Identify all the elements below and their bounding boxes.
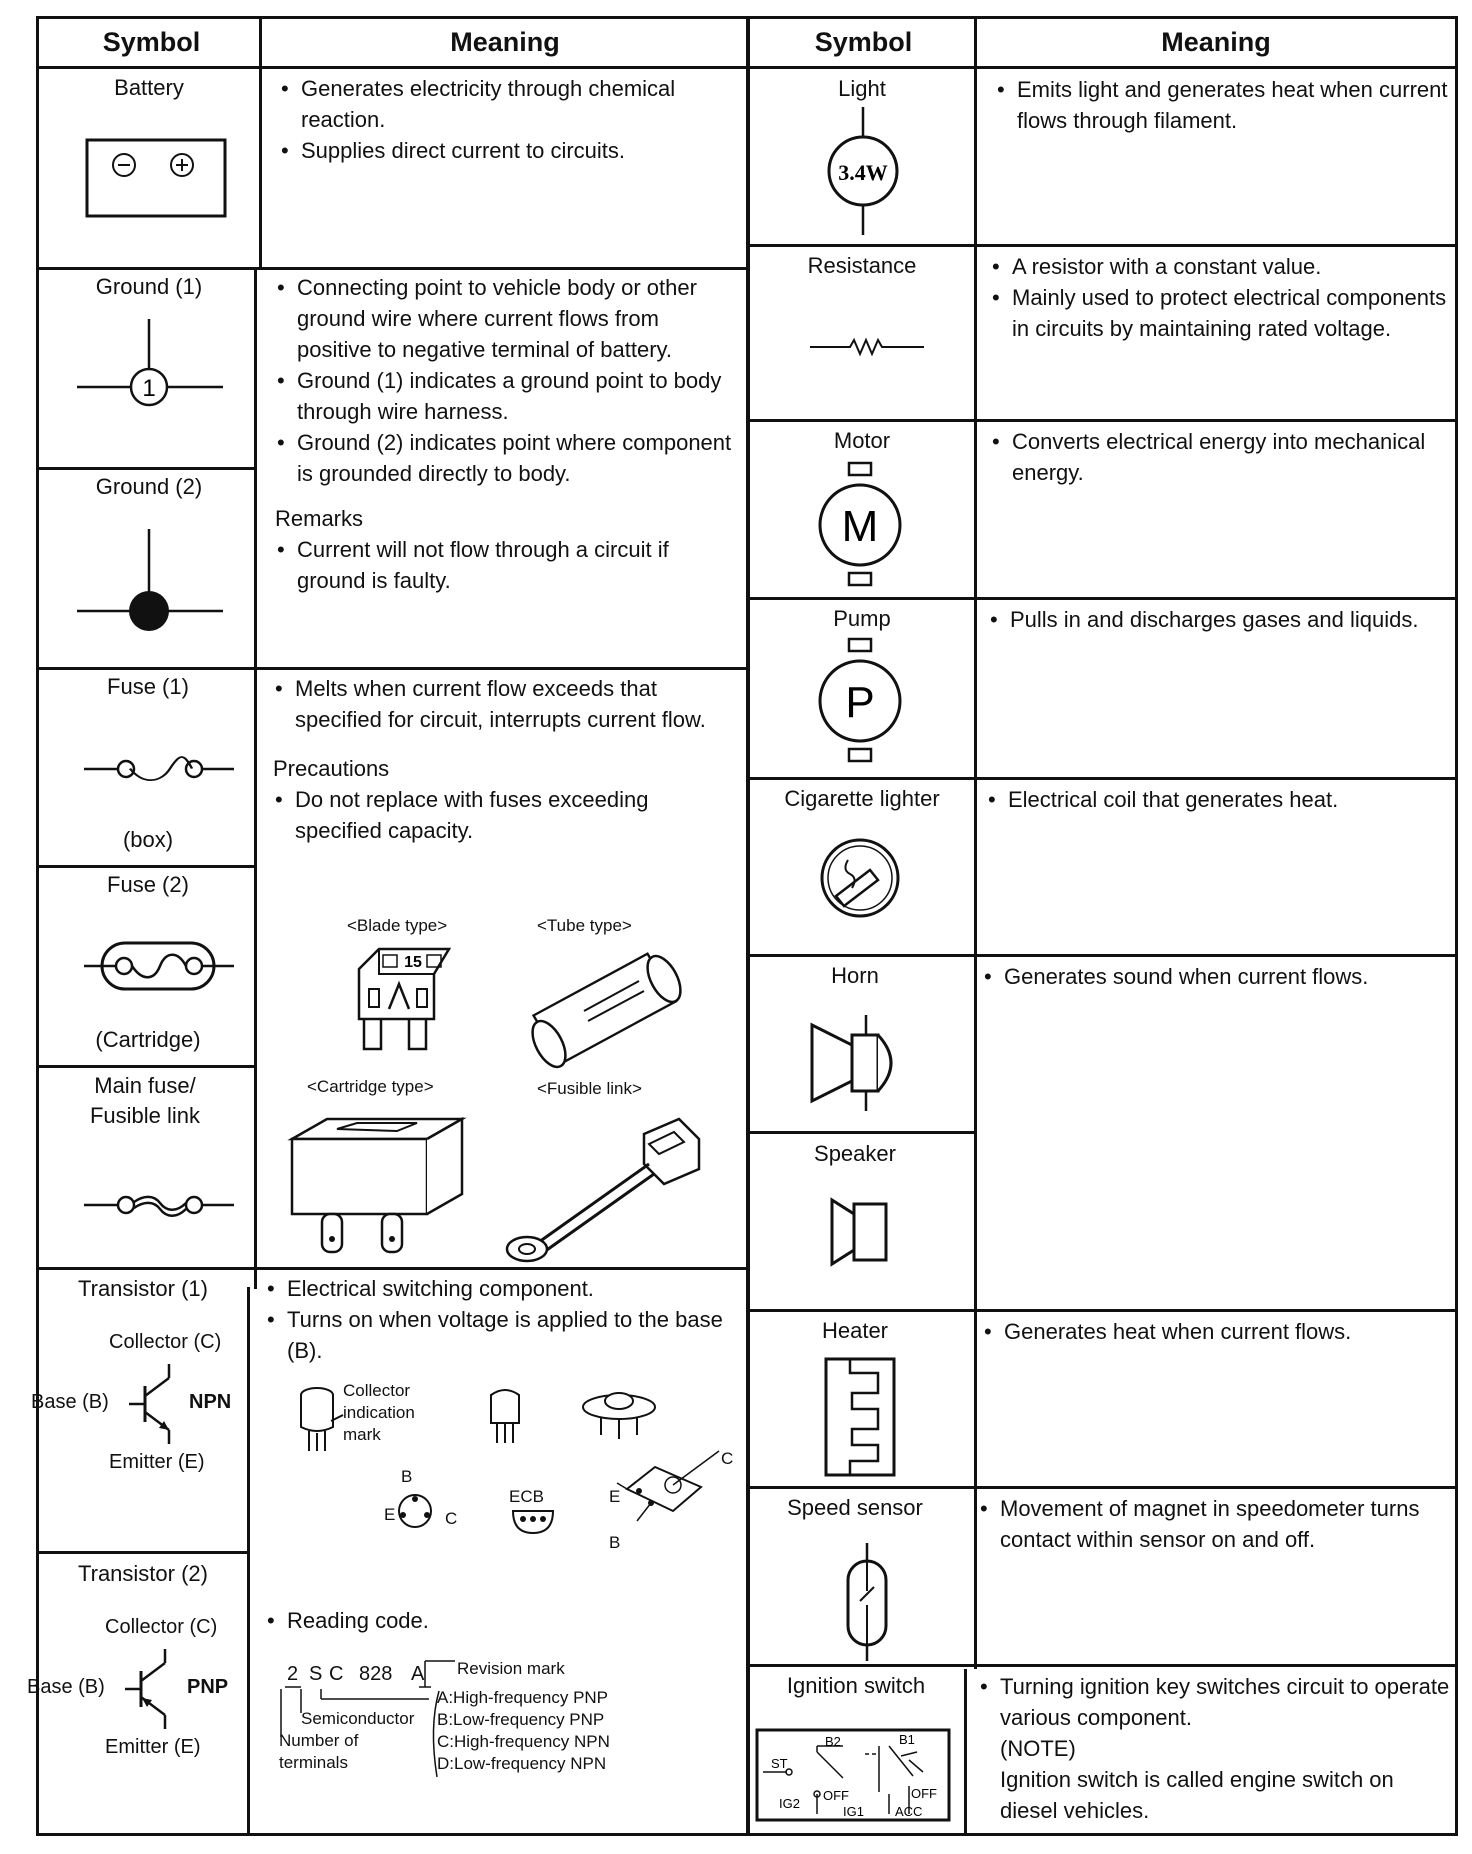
fuse1-title: Fuse (1) xyxy=(107,674,189,699)
ignition-title: Ignition switch xyxy=(786,1673,926,1698)
divider xyxy=(964,1669,967,1834)
row-divider xyxy=(750,1131,976,1134)
ignition-note-title: (NOTE) xyxy=(1000,1736,1076,1761)
remarks-bullet: • Current will not flow through a circuit if ground is faulty. xyxy=(275,534,739,596)
light-title: Light xyxy=(838,76,886,101)
transistor-bullet: • Electrical switching component. xyxy=(265,1273,739,1304)
transistor-meaning xyxy=(265,1273,739,1366)
light-bulb-icon xyxy=(828,107,898,237)
reading-code-leaders xyxy=(279,1687,479,1777)
horn-title: Horn xyxy=(831,963,879,988)
reading-code-bullet: • Reading code. xyxy=(265,1605,739,1636)
ground1-icon xyxy=(77,319,227,449)
right-symbol-table xyxy=(747,16,1458,1836)
transistor2-collector: Collector (C) xyxy=(105,1616,218,1638)
heater-meaning xyxy=(982,1316,1450,1347)
ground-meaning xyxy=(275,272,739,596)
resistance-symbol-cell xyxy=(750,251,974,281)
pin-c-label: C xyxy=(445,1509,458,1528)
precautions-bullet: • Do not replace with fuses exceeding specified capacity. xyxy=(273,784,739,846)
symbol-header-text: Symbol xyxy=(814,27,913,57)
transistor2-base: Base (B) xyxy=(27,1676,105,1698)
speed-sensor-title: Speed sensor xyxy=(787,1495,923,1520)
pin-e-label-2: E xyxy=(609,1487,621,1506)
terminals-label-1: Number of xyxy=(279,1731,359,1750)
ground-bullet: • Ground (1) indicates a ground point to body through wire harness. xyxy=(275,365,739,427)
transistor1-symbol-cell xyxy=(39,1274,247,1304)
row-divider xyxy=(750,597,1455,600)
plastic-transistor-icon xyxy=(485,1387,529,1447)
npn-transistor-icon xyxy=(129,1364,189,1444)
battery-symbol-cell xyxy=(39,73,259,103)
heater-bullet: • Generates heat when current flows. xyxy=(982,1316,1450,1347)
pump-bullet: • Pulls in and discharges gases and liquids. xyxy=(988,604,1450,635)
battery-bullet: • Generates electricity through chemical reaction. xyxy=(279,73,739,135)
row-divider xyxy=(39,1267,746,1270)
ign-off2: OFF xyxy=(911,1786,937,1801)
collector-mark-1: Collector xyxy=(343,1381,411,1400)
lighter-title: Cigarette lighter xyxy=(784,786,940,811)
light-symbol-cell xyxy=(750,74,974,104)
row-divider xyxy=(39,467,257,470)
speed-sensor-bullet: • Movement of magnet in speedometer turns contact within sensor on and off. xyxy=(978,1493,1450,1555)
battery-icon xyxy=(84,137,234,227)
motor-meaning xyxy=(990,426,1450,488)
speaker-title: Speaker xyxy=(814,1141,896,1166)
code-digit: 2 xyxy=(287,1663,299,1685)
speed-sensor-meaning xyxy=(978,1493,1450,1555)
transistor2-title: Transistor (2) xyxy=(78,1561,208,1586)
row-divider xyxy=(39,865,257,868)
transistor1-type: NPN xyxy=(189,1391,232,1413)
transistor2-emitter: Emitter (E) xyxy=(105,1736,201,1758)
power-transistor-icon xyxy=(579,1385,669,1455)
code-legend-a: A:High-frequency PNP xyxy=(437,1688,609,1707)
motor-letter: M xyxy=(841,502,879,551)
transistor2-type: PNP xyxy=(187,1676,229,1698)
ignition-meaning xyxy=(978,1671,1450,1826)
meaning-header-right xyxy=(977,19,1455,69)
divider xyxy=(259,19,262,69)
fuse1-sub: (box) xyxy=(122,827,174,852)
blade-value: 15 xyxy=(404,954,422,971)
ign-acc: ACC xyxy=(895,1804,923,1819)
row-divider xyxy=(750,777,1455,780)
horn-icon xyxy=(808,1015,908,1111)
transistor2-symbol-cell xyxy=(39,1559,247,1589)
row-divider xyxy=(750,419,1455,422)
ignition-note: Ignition switch is called engine switch on diesel vehicles. xyxy=(1000,1767,1394,1823)
motor-title: Motor xyxy=(833,428,891,453)
resistance-bullet: • A resistor with a constant value. xyxy=(990,251,1450,282)
ignition-switch-icon xyxy=(753,1716,958,1826)
lighter-meaning xyxy=(986,784,1450,815)
pin-b-label: B xyxy=(401,1467,413,1486)
mainfuse-title-1: Main fuse/ xyxy=(94,1073,196,1098)
horn-bullet: • Generates sound when current flows. xyxy=(982,961,1450,992)
blade-type-label: <Blade type> xyxy=(347,916,448,935)
lighter-bullet: • Electrical coil that generates heat. xyxy=(986,784,1450,815)
heater-title: Heater xyxy=(821,1318,889,1343)
speaker-symbol-cell xyxy=(750,1139,960,1169)
row-divider xyxy=(750,1486,1455,1489)
horn-meaning xyxy=(982,961,1450,992)
pump-title: Pump xyxy=(833,606,891,631)
pins-ecb-label: ECB xyxy=(509,1487,544,1506)
pin-b-label-2: B xyxy=(609,1533,621,1552)
motor-icon xyxy=(815,463,905,593)
heater-icon xyxy=(822,1355,902,1485)
symbol-header-text: Symbol xyxy=(102,27,201,57)
revision-mark-label: Revision mark xyxy=(457,1659,565,1678)
ignition-bullet: • Turning ignition key switches circuit to operate various component. xyxy=(978,1671,1450,1733)
meaning-header-text: Meaning xyxy=(1161,27,1271,57)
ign-off1: OFF xyxy=(823,1788,849,1803)
row-divider xyxy=(39,267,746,270)
ign-b1: B1 xyxy=(899,1732,915,1747)
cartridge-type-label: <Cartridge type> xyxy=(307,1077,434,1096)
speed-sensor-icon xyxy=(842,1543,892,1663)
transistor-bullet: • Turns on when voltage is applied to the base (B). xyxy=(265,1304,739,1366)
fusible-link-label: <Fusible link> xyxy=(537,1079,642,1098)
ign-st: ST xyxy=(771,1756,788,1771)
divider xyxy=(247,1287,250,1834)
pump-meaning xyxy=(988,604,1450,635)
ground1-marker: 1 xyxy=(142,375,156,402)
tube-fuse-icon xyxy=(524,949,694,1059)
blade-fuse-icon xyxy=(339,949,469,1069)
pin-e-label: E xyxy=(384,1505,396,1524)
fuse1-symbol-cell xyxy=(39,672,257,702)
ignition-symbol-cell xyxy=(750,1671,962,1701)
transistor1-base: Base (B) xyxy=(31,1391,109,1413)
battery-bullet: • Supplies direct current to circuits. xyxy=(279,135,739,166)
fuse-meaning xyxy=(273,673,739,846)
lighter-symbol-cell xyxy=(750,784,974,814)
fuse-bullet: • Melts when current flow exceeds that specified for circuit, interrupts current flow. xyxy=(273,673,739,735)
pump-letter: P xyxy=(845,678,875,727)
mainfuse-title-2: Fusible link xyxy=(89,1103,201,1128)
row-divider xyxy=(39,1065,257,1068)
collector-mark-3: mark xyxy=(343,1425,381,1444)
resistance-bullet: • Mainly used to protect electrical components in circuits by maintaining rated voltage. xyxy=(990,282,1450,344)
power-pinout-icon xyxy=(617,1459,727,1539)
fuse1-sub-cell xyxy=(39,825,257,855)
ground2-title: Ground (2) xyxy=(95,474,203,499)
pump-symbol-cell xyxy=(750,604,974,634)
symbol-reference-page xyxy=(27,16,1458,1836)
pump-icon xyxy=(815,639,905,769)
can-pinout-icon xyxy=(393,1491,443,1531)
meaning-header-left xyxy=(264,19,746,69)
motor-symbol-cell xyxy=(750,426,974,456)
battery-meaning xyxy=(279,73,739,166)
meaning-header-text: Meaning xyxy=(450,27,560,57)
ground1-symbol-cell xyxy=(39,272,259,302)
ign-ig1: IG1 xyxy=(843,1804,864,1819)
symbol-header-left xyxy=(39,19,264,69)
row-divider xyxy=(750,1309,1455,1312)
code-legend-d: D:Low-frequency NPN xyxy=(437,1754,607,1773)
light-rating: 3.4W xyxy=(838,160,888,185)
resistor-icon xyxy=(810,337,930,357)
transistor1-emitter: Emitter (E) xyxy=(109,1451,205,1473)
row-divider xyxy=(750,954,1455,957)
ground1-title: Ground (1) xyxy=(95,274,203,299)
heater-symbol-cell xyxy=(750,1316,960,1346)
divider xyxy=(974,19,977,1669)
resistance-meaning xyxy=(990,251,1450,344)
speed-sensor-symbol-cell xyxy=(750,1493,960,1523)
code-legend-b: B:Low-frequency PNP xyxy=(437,1710,605,1729)
ground-bullet: • Connecting point to vehicle body or other ground wire where current flows from positive to negative terminal of battery. xyxy=(275,272,739,365)
mainfuse-symbol-cell xyxy=(39,1071,251,1131)
motor-bullet: • Converts electrical energy into mechanical energy. xyxy=(990,426,1450,488)
fusible-link-icon xyxy=(499,1114,709,1264)
row-divider xyxy=(750,1664,1455,1667)
precautions-title: Precautions xyxy=(273,756,390,781)
divider xyxy=(254,269,257,1289)
light-bullet: • Emits light and generates heat when current flows through filament. xyxy=(995,74,1450,136)
speaker-icon xyxy=(830,1196,900,1272)
code-s: S xyxy=(309,1663,323,1685)
plastic-pinout-icon xyxy=(511,1507,561,1537)
can-transistor-icon xyxy=(297,1385,347,1455)
transistor1-collector: Collector (C) xyxy=(109,1331,222,1353)
fuse2-icon xyxy=(84,939,234,995)
ign-ig2: IG2 xyxy=(779,1796,800,1811)
battery-title: Battery xyxy=(114,75,184,100)
pin-c-label-2: C xyxy=(721,1449,734,1468)
transistor1-title: Transistor (1) xyxy=(78,1276,208,1301)
pnp-transistor-icon xyxy=(125,1649,185,1729)
code-c: C xyxy=(329,1663,344,1685)
horn-symbol-cell xyxy=(750,961,960,991)
remarks-title: Remarks xyxy=(275,506,364,531)
divider xyxy=(259,69,262,269)
cartridge-fuse-icon xyxy=(287,1109,467,1259)
fuse2-symbol-cell xyxy=(39,870,257,900)
collector-mark-2: indication xyxy=(343,1403,415,1422)
semiconductor-label: Semiconductor xyxy=(301,1709,415,1728)
tube-type-label: <Tube type> xyxy=(537,916,632,935)
row-divider xyxy=(39,667,746,670)
fuse2-sub-cell xyxy=(39,1025,257,1055)
row-divider xyxy=(750,244,1455,247)
resistance-title: Resistance xyxy=(807,253,917,278)
reading-code xyxy=(265,1605,739,1636)
code-a: A xyxy=(411,1663,425,1685)
fuse1-icon xyxy=(84,749,234,789)
light-meaning xyxy=(995,74,1450,136)
ground-bullet: • Ground (2) indicates point where component is grounded directly to body. xyxy=(275,427,739,489)
fuse2-title: Fuse (2) xyxy=(107,872,189,897)
ground2-icon xyxy=(77,529,227,649)
row-divider xyxy=(39,1551,249,1554)
ground2-symbol-cell xyxy=(39,472,259,502)
code-number: 828 xyxy=(359,1663,393,1685)
symbol-header-right xyxy=(750,19,977,69)
mainfuse-icon xyxy=(84,1185,234,1225)
ign-b2: B2 xyxy=(825,1734,841,1749)
fuse2-sub: (Cartridge) xyxy=(95,1027,201,1052)
left-symbol-table xyxy=(27,16,749,1836)
cigarette-lighter-icon xyxy=(818,836,902,920)
code-legend-c: C:High-frequency NPN xyxy=(437,1732,610,1751)
terminals-label-2: terminals xyxy=(279,1753,348,1772)
